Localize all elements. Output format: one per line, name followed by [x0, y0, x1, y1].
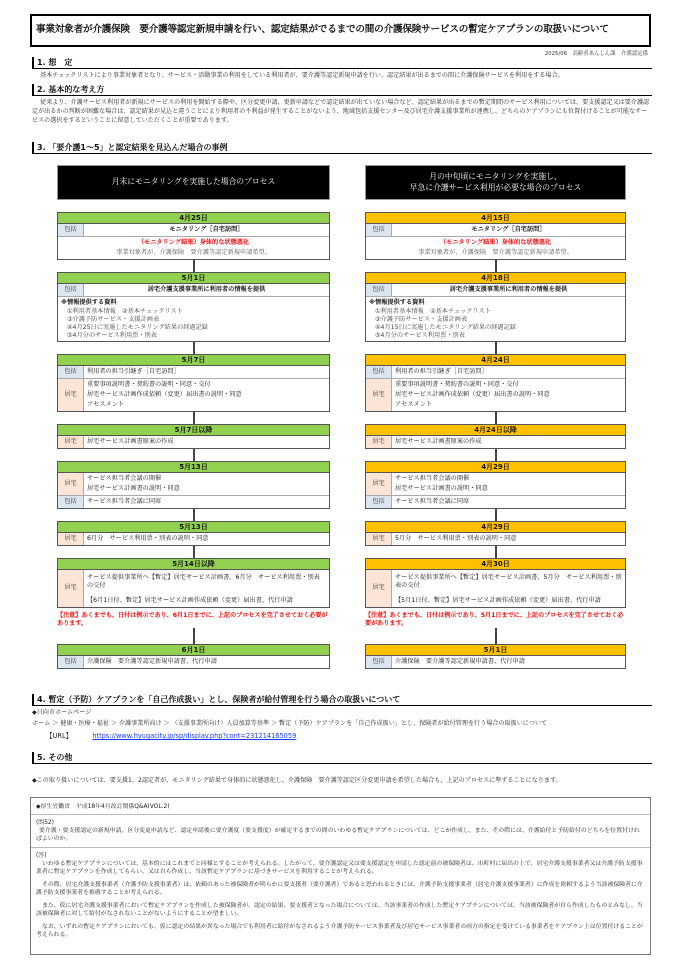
step-date: 4月24日 — [366, 355, 625, 366]
spacer — [57, 200, 330, 212]
answer-paragraph: その際、居宅介護支援事業者（介護予防支援事業者）は、依頼のあった被保険者が明らかに要支援者（要介護者）であると思われるときには、介護予防支援事業者（居宅介護支援事業者）に作成を依頼するよう当該被保険者に介護予防支援事業者を推薦することが考えられる。 — [36, 881, 643, 896]
step-line: 利用者の担当引継ぎ［自宅訪問］ — [395, 368, 488, 375]
section-2-heading: 2. 基本的な考え方 — [32, 84, 652, 96]
step-row — [366, 237, 625, 259]
process-step — [57, 644, 330, 669]
process-column-right — [365, 165, 626, 669]
question-label: (問52) — [36, 820, 54, 826]
step-line: モニタリング［自宅訪問］ — [169, 226, 244, 233]
answer-paragraph: また、仮に居宅介護支援事業者において暫定ケアプランを作成した被保険者が、認定の結果、要支援者となった場合については、当該事業者の作成した暫定ケアプランについては、当該被保険者が自ら作成したものとみなし、当該被保険者に対して給付がなされないことがないようにすることが望ましい。 — [36, 902, 643, 917]
hokatsu-tag: 包括 — [58, 366, 84, 378]
step-line: サービス担当者会議の開催 — [87, 475, 162, 482]
step-row — [58, 297, 329, 341]
step-line: 【5月1日付、暫定】居宅サービス計画作成依頼（変更）届出書、代行申請 — [395, 597, 601, 604]
step-content — [84, 224, 329, 236]
step-date: 4月25日 — [58, 213, 329, 224]
step-line: 居宅サービス計画作成依頼（変更）届出書の説明・同意 — [87, 391, 242, 398]
process-step — [365, 558, 626, 608]
section-3-heading: 3. 「要介護1～5」と認定結果を見込んだ場合の事例 — [32, 142, 652, 154]
step-line: サービス担当者会議の開催 — [395, 475, 470, 482]
step-content — [58, 297, 329, 341]
step-content — [392, 379, 625, 411]
step-date: 5月1日 — [366, 645, 625, 656]
step-line: サービス担当者会議に同席 — [395, 498, 470, 505]
step-line: 居宅サービス計画書の説明・同意 — [395, 485, 488, 492]
kyotaku-tag: 居宅 — [366, 570, 392, 607]
step-content — [84, 533, 329, 545]
process-step — [365, 212, 626, 260]
step-line: 介護保険 要介護等認定新規申請書、代行申請 — [395, 658, 525, 666]
process-header: 月の中旬頃にモニタリングを実施し、 早急に介護サービス利用が必要な場合のプロセス — [365, 165, 626, 200]
step-line: 介護保険 要介護等認定新規申請書、代行申請 — [87, 658, 217, 666]
step-line: （モニタリング結果）身体的な状態悪化 — [137, 239, 250, 246]
step-row — [366, 656, 625, 668]
step-content — [84, 473, 329, 495]
step-row — [58, 366, 329, 379]
step-row — [366, 366, 625, 379]
step-line: ④4月25日に実施したモニタリング結果の経過記録 — [67, 324, 208, 331]
step-content — [392, 473, 625, 495]
step-line: 重要事項説明書・契約書の説明・同意・交付 — [87, 381, 211, 388]
kyotaku-tag: 居宅 — [58, 533, 84, 545]
hokatsu-tag: 包括 — [366, 656, 392, 668]
step-content — [366, 237, 625, 259]
kyotaku-tag: 居宅 — [58, 436, 84, 448]
section-5-heading: 5. その他 — [32, 752, 652, 764]
connector-line — [495, 260, 497, 272]
step-date: 4月29日 — [366, 462, 625, 473]
step-content — [392, 656, 625, 668]
kyotaku-tag: 居宅 — [366, 533, 392, 545]
step-content — [366, 297, 625, 341]
kyotaku-tag: 居宅 — [366, 436, 392, 448]
step-line: 5月分 サービス利用票・別表の説明・同意 — [395, 535, 517, 542]
step-line: モニタリング［自宅訪問］ — [471, 226, 546, 233]
step-line: 居宅サービス計画書原案の作成 — [395, 438, 482, 445]
step-row — [58, 533, 329, 545]
step-content — [84, 366, 329, 378]
step-line: 【6月1日付、暫定】居宅サービス計画作成依頼（変更）届出書、代行申請 — [87, 597, 293, 604]
kyotaku-tag: 居宅 — [58, 570, 84, 607]
step-date: 5月13日 — [58, 462, 329, 473]
step-line: 居宅サービス計画書原案の作成 — [87, 438, 174, 445]
hokatsu-tag: 包括 — [366, 496, 392, 508]
step-date: 4月15日 — [366, 213, 625, 224]
step-date: 4月29日 — [366, 522, 625, 533]
step-row — [58, 379, 329, 411]
question-text: 要介護・要支援認定の新規申請、区分変更申請など、認定申請後に要介護度（要支援度）が確定するまでの間のいわゆる暫定ケアプランについては、どこが作成し、また、その際には、介護給付と予防給付のどちらを位置付ければよいのか。 — [36, 827, 640, 842]
step-date: 5月7日 — [58, 355, 329, 366]
step-row — [58, 284, 329, 297]
step-line: 事業対象者が、介護保険 要介護等認定新規申請希望。 — [116, 249, 271, 256]
step-line: アセスメント — [87, 401, 125, 408]
step-content — [392, 284, 625, 296]
connector-line — [495, 412, 497, 424]
connector-line — [495, 628, 497, 644]
process-column-left — [57, 165, 330, 669]
step-line: 6月分 サービス利用票・別表の説明・同意 — [87, 535, 209, 542]
connector-line — [495, 449, 497, 461]
hyugacity-link[interactable]: https://www.hyugacity.jp/sp/display.php?cont=231214165059 — [92, 732, 297, 740]
section-1-heading: 1. 想 定 — [32, 57, 652, 69]
qa-box — [30, 797, 651, 955]
step-line: 居宅サービス計画作成依頼（変更）届出書の説明・同意 — [395, 391, 550, 398]
step-row — [58, 496, 329, 508]
process-step — [365, 521, 626, 546]
hokatsu-tag: 包括 — [58, 496, 84, 508]
step-content — [84, 496, 329, 508]
section-2-text: 従来より、介護サービス利用者が新規にサービスの利用を開始する際や、区分変更申請、更新申請などで認定結果が出ていない場合など、認定結果が出るまでの暫定期間のサービス利用については、要支援認定又は要介護認定が出るかの判断が困難な場合は、認定結果が見込と違うことにより利用者の不利益が発生することがないよう、地域包括支援センター及び居宅介護支援事業所が連携し、どちらのケアプランにも位置付けることが可能なサービスの選択をするということに留意していただくことが重要であります。 — [32, 99, 650, 124]
step-line: ⑤4月分のサービス利用票・別表 — [375, 332, 465, 339]
step-row — [58, 473, 329, 496]
step-date: 5月13日 — [58, 522, 329, 533]
process-step — [365, 644, 626, 669]
step-line: ①利用者基本情報 ②基本チェックリスト — [375, 308, 491, 315]
process-step — [57, 272, 330, 342]
answer-label: (答) — [36, 852, 47, 859]
step-line: 重要事項説明書・契約書の説明・同意・交付 — [395, 381, 519, 388]
step-content — [392, 224, 625, 236]
step-line: （モニタリング結果）身体的な状態悪化 — [439, 239, 552, 246]
step-content — [392, 570, 625, 607]
kyotaku-tag: 居宅 — [366, 473, 392, 495]
connector-line — [193, 546, 195, 558]
step-line: 居宅介護支援事業所に利用者の情報を提供 — [147, 286, 266, 293]
url-label: 【URL】 — [46, 732, 73, 740]
step-line: ③介護予防サービス・支援計画表 — [375, 316, 468, 323]
step-line: 居宅サービス計画書の説明・同意 — [87, 485, 180, 492]
step-line: ⑤4月分のサービス利用票・別表 — [67, 332, 157, 339]
spacer — [365, 200, 626, 212]
step-row — [366, 533, 625, 545]
step-row — [366, 284, 625, 297]
step-line: ③介護予防サービス・支援計画表 — [67, 316, 160, 323]
step-date: 5月1日 — [58, 273, 329, 284]
step-content — [58, 237, 329, 259]
step-content — [84, 436, 329, 448]
hokatsu-tag: 包括 — [58, 656, 84, 668]
process-step — [365, 272, 626, 342]
step-line: 利用者の担当引継ぎ［自宅訪問］ — [87, 368, 180, 375]
step-row — [366, 473, 625, 496]
step-row — [366, 570, 625, 607]
connector-line — [495, 509, 497, 521]
process-step — [57, 521, 330, 546]
process-step — [365, 461, 626, 509]
process-step — [57, 558, 330, 608]
connector-line — [193, 260, 195, 272]
step-date: 6月1日 — [58, 645, 329, 656]
page-title: 事業対象者が介護保険 要介護等認定新規申請を行い、認定結果がでるまでの間の介護保険サービスの暫定ケアプランの取扱いについて — [30, 14, 651, 47]
hokatsu-tag: 包括 — [366, 366, 392, 378]
hokatsu-tag: 包括 — [366, 224, 392, 236]
step-line: サービス担当者会議に同席 — [87, 498, 162, 505]
step-line: 居宅介護支援事業所に利用者の情報を提供 — [449, 286, 568, 293]
step-row — [58, 237, 329, 259]
step-row — [366, 224, 625, 237]
connector-line — [193, 412, 195, 424]
step-note: 【注意】あくまでも、日付は例示であり、5月1日までに、上記のプロセスを完了させておく必要があります。 — [365, 612, 624, 628]
step-line: サービス提供事業所へ【暫定】居宅サービス計画書、6月分 サービス利用票・別表の交付 — [87, 574, 320, 589]
kyotaku-tag: 居宅 — [58, 473, 84, 495]
step-content — [84, 570, 329, 607]
step-row — [58, 570, 329, 607]
process-step — [57, 461, 330, 509]
kyotaku-tag: 居宅 — [366, 379, 392, 411]
qa-title: ◆厚生労働省 平成18年4月改訂関係Q&A(VOL.2) — [31, 798, 650, 815]
step-content — [84, 379, 329, 411]
connector-line — [193, 449, 195, 461]
step-line: サービス提供事業所へ【暫定】居宅サービス計画書、5月分 サービス利用票・別表の交付 — [395, 574, 622, 589]
step-date: 5月7日以降 — [58, 425, 329, 436]
connector-line — [193, 628, 195, 644]
step-content — [392, 496, 625, 508]
connector-line — [193, 509, 195, 521]
breadcrumb: ホーム ＞ 健康・医療・福祉 ＞ 介護事業所向け ＞ （支援事業所向け）人員加算等基準 ＞ 暫定（予防）ケアプランを「自己作成扱い」とし、保険者が給付管理を行う場合の取扱いについて — [32, 720, 548, 727]
step-date: 4月24日以降 — [366, 425, 625, 436]
process-step — [365, 354, 626, 412]
step-content — [392, 436, 625, 448]
step-content — [84, 656, 329, 668]
connector-line — [495, 546, 497, 558]
step-line: ※情報提供する資料 — [61, 299, 117, 306]
step-date: 5月14日以降 — [58, 559, 329, 570]
step-row — [366, 379, 625, 411]
step-line: アセスメント — [395, 401, 433, 408]
process-step — [57, 424, 330, 449]
section-1-text: 基本チェックリストにより事業対象者となり、サービス・活動事業の利用をしている利用者が、要介護等認定新規申請を行い、認定結果が出るまでの間に介護保険サービスを利用をする場合。 — [40, 72, 564, 79]
step-row — [366, 496, 625, 508]
answer-paragraph: いわゆる暫定ケアプランについては、基本的にはこれまでと同様とすることが考えられる。したがって、要介護認定又は要支援認定を申請した認定前の被保険者は、市町村に届出の上で、居宅介護支援事業者又は介護予防支援事業者に暫定ケアプランを作成してもらい、又は自ら作成し、当該暫定ケアプランに基づきサービスを利用することが考えられる。 — [36, 860, 643, 875]
homepage-source: ◆日向市ホームページ — [32, 709, 92, 716]
connector-line — [495, 342, 497, 354]
date-department: 2025/06 高齢者あんしん課 介護認定係 — [544, 51, 648, 57]
step-line: ④4月15日に実施したモニタリング結果の経過記録 — [375, 324, 516, 331]
step-row — [58, 656, 329, 668]
section-5-text: ◆この取り扱いについては、要支援1、2認定者が、モニタリング結果で身体的に状態悪化し、介護保険 要介護等認定区分変更申請を希望した場合も、上記のプロセスに準ずることになります。 — [32, 777, 562, 784]
step-line: ※情報提供する資料 — [369, 299, 425, 306]
step-row — [366, 436, 625, 448]
step-row — [58, 224, 329, 237]
answer-paragraph: なお、いずれの暫定ケアプランにおいても、仮に認定の結果が異なった場合でも利用者に給付がなされるよう介護予防サービス事業者及び居宅サービス事業者の両方の指定を受けている事業者をケアプラン上は位置付けることが考えられる。 — [36, 923, 643, 938]
step-content — [392, 366, 625, 378]
connector-line — [193, 342, 195, 354]
step-content — [84, 284, 329, 296]
kyotaku-tag: 居宅 — [58, 379, 84, 411]
section-4-heading: 4. 暫定（予防）ケアプランを「自己作成扱い」とし、保険者が給付管理を行う場合の取扱いについて — [32, 694, 652, 706]
step-date: 4月18日 — [366, 273, 625, 284]
hokatsu-tag: 包括 — [58, 224, 84, 236]
process-header: 月末にモニタリングを実施した場合のプロセス — [57, 165, 330, 200]
step-date: 4月30日 — [366, 559, 625, 570]
step-line: ①利用者基本情報 ②基本チェックリスト — [67, 308, 183, 315]
hokatsu-tag: 包括 — [366, 284, 392, 296]
step-row — [58, 436, 329, 448]
step-line: 事業対象者が、介護保険 要介護等認定新規申請希望。 — [418, 249, 573, 256]
hokatsu-tag: 包括 — [58, 284, 84, 296]
step-note: 【注意】あくまでも、日付は例示であり、6月1日までに、上記のプロセスを完了させておく必要があります。 — [57, 612, 328, 628]
step-row — [366, 297, 625, 341]
process-step — [57, 212, 330, 260]
process-step — [57, 354, 330, 412]
process-step — [365, 424, 626, 449]
step-content — [392, 533, 625, 545]
